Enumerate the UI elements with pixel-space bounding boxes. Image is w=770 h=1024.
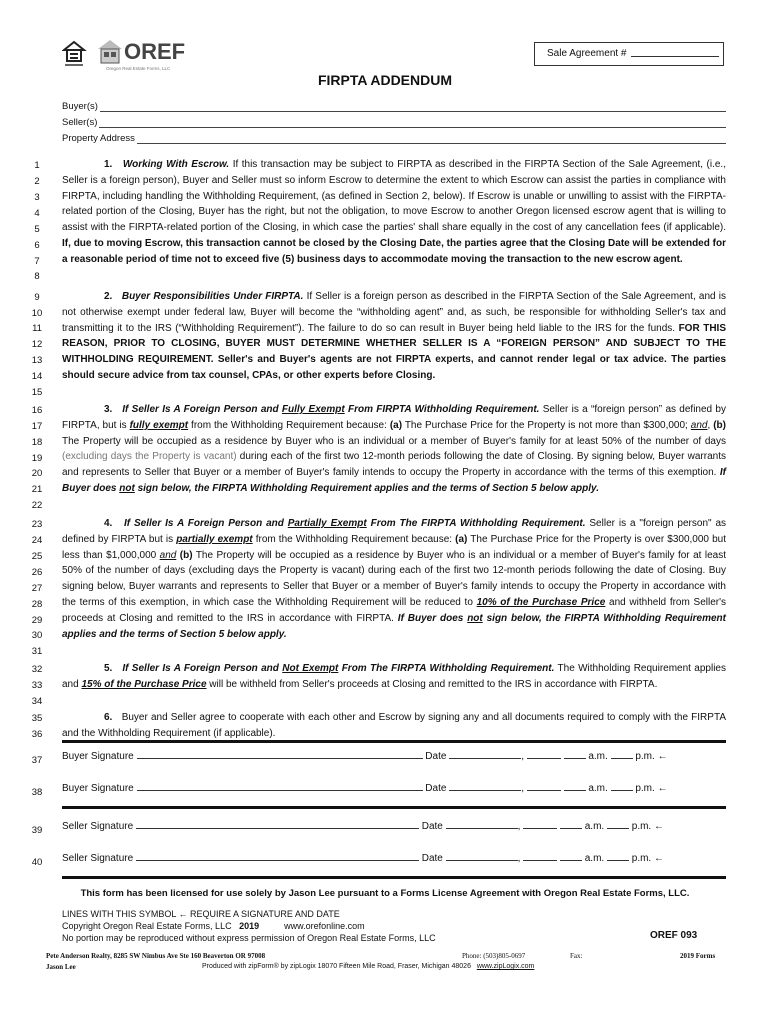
section-text: Seller is a "foreign person" as defined by FIRPTA but is <box>62 518 727 545</box>
date-field[interactable] <box>449 748 521 759</box>
item-b: (b) <box>179 549 193 561</box>
line-number: 31 <box>31 646 43 657</box>
section-heading-underlined: Partially Exempt <box>287 518 367 529</box>
and-emphasis: and <box>690 419 708 431</box>
section-text: Seller is a “foreign person” as defined by FIRPTA, but is <box>62 404 726 431</box>
fifteen-percent-emphasis: 15% of the Purchase Price <box>81 678 207 690</box>
date-field[interactable] <box>446 850 518 861</box>
logo-text: OREF <box>124 39 186 64</box>
am-field[interactable] <box>607 850 629 861</box>
office-info: Pete Anderson Realty, 8285 SW Nimbus Ave Ste 160 Beaverton OR 97008 <box>46 952 266 960</box>
seller-field[interactable] <box>99 117 726 128</box>
ziplogix-link[interactable]: www.zipLogix.com <box>476 963 535 970</box>
line-number: 32 <box>31 664 43 675</box>
logo-subtext: Oregon Real Estate Forms, LLC <box>106 66 171 71</box>
line-number: 6 <box>34 240 40 251</box>
line-number: 18 <box>31 437 43 448</box>
section-bold-text: FOR THIS REASON, PRIOR TO CLOSING, BUYER MUST DETERMINE WHETHER SELLER IS A “FOREIGN PERSON” AND SUBJECT TO THE WITHHOLDING REQUIREMENT. Seller's and Buyer's agents are not FIRPTA experts, and cannot render legal or tax advice. The parties should secure advice from tax counsel, CPAs, or other experts before Closing. <box>62 322 726 381</box>
license-notice: This form has been licensed for use solely by Jason Lee pursuant to a Forms License Agreement with Oregon Real Estate Forms, LLC. <box>80 888 690 899</box>
line-number: 14 <box>31 371 43 382</box>
signature-arrow-icon: ← <box>654 853 664 864</box>
section-heading-underlined: Fully Exempt <box>281 404 345 415</box>
line-number: 27 <box>31 583 43 594</box>
line-number: 29 <box>31 615 43 626</box>
year-field[interactable] <box>523 850 557 861</box>
line-number: 28 <box>31 599 43 610</box>
line-number: 5 <box>34 224 40 235</box>
seller-signature-label: Seller Signature <box>62 821 134 832</box>
sale-agreement-field[interactable] <box>631 43 719 57</box>
buyer-signature-label: Buyer Signature <box>62 751 134 762</box>
am-label: a.m. <box>588 783 608 794</box>
section-bold-italic: If Buyer does <box>62 467 726 494</box>
year-field[interactable] <box>527 748 561 759</box>
section-number: 3. <box>104 404 113 415</box>
copyright-year: 2019 <box>239 921 260 931</box>
signature-arrow-icon: ← <box>654 821 664 832</box>
buyer-signature-field[interactable] <box>137 780 423 791</box>
section-text: from the Withholding Requirement because: <box>252 533 456 545</box>
line-number: 4 <box>34 208 40 219</box>
ten-percent-emphasis: 10% of the Purchase Price <box>476 596 606 608</box>
date-field[interactable] <box>446 818 518 829</box>
line-number: 40 <box>31 857 43 868</box>
line-number: 15 <box>31 387 43 398</box>
property-label: Property Address <box>62 133 135 144</box>
date-label: Date <box>421 821 443 832</box>
buyer-row <box>62 98 726 112</box>
not-emphasis: not <box>467 612 483 624</box>
section-text: The Property will be occupied as a residence by Buyer who is an individual or a member of Buyer's family for at least 50% of the number of days (excluding days the Property is vacant) during each of the first two 12-month periods following the date of Closing. Buy signing below, Buyer warrants and represents to Seller that Buyer or a member of Buyer's family intends to occupy the Property in accordance with the terms of this exemption, in which case the Withholding Requirement will be reduced to <box>62 549 726 608</box>
oref-logo <box>62 36 192 76</box>
pm-label: p.m. <box>631 821 652 832</box>
section-text: and withheld from Seller's proceeds at Closing and remitted to the IRS in accordance with FIRPTA. <box>62 596 726 624</box>
property-row <box>62 130 726 144</box>
seller-signature-row: Seller Signature Date , a.m. p.m. ← <box>62 818 726 832</box>
time-field[interactable] <box>560 850 582 861</box>
section-bold-italic: If Buyer does <box>397 612 468 624</box>
sale-agreement-label: Sale Agreement # <box>547 48 627 59</box>
am-field[interactable] <box>607 818 629 829</box>
not-emphasis: not <box>119 482 135 494</box>
section-text: The Withholding Requirement applies and <box>62 663 726 690</box>
seller-signature-label: Seller Signature <box>62 853 134 864</box>
reproduction-notice: No portion may be reproduced without express permission of Oregon Real Estate Forms, LLC <box>62 933 436 943</box>
line-number: 30 <box>31 630 43 641</box>
buyer-signature-field[interactable] <box>137 748 423 759</box>
page-title: FIRPTA ADDENDUM <box>317 72 453 88</box>
agent-name: Jason Lee <box>46 963 76 971</box>
line-number: 8 <box>34 271 40 282</box>
phone-info: Phone: (503)805-0697 <box>462 952 526 960</box>
line-number: 2 <box>34 176 40 187</box>
seller-row <box>62 114 726 128</box>
section-heading-underlined: Not Exempt <box>282 663 339 674</box>
pm-label: p.m. <box>631 853 652 864</box>
pm-label: p.m. <box>635 783 655 794</box>
pm-label: p.m. <box>635 751 655 762</box>
seller-signature-field[interactable] <box>136 818 419 829</box>
partially-exempt-emphasis: partially exempt <box>176 533 253 545</box>
section-5 <box>62 661 726 693</box>
line-number: 1 <box>34 160 40 171</box>
date-label: Date <box>421 853 443 864</box>
symbol-note: LINES WITH THIS SYMBOL ← REQUIRE A SIGNATURE AND DATE <box>62 909 340 919</box>
date-label: Date <box>425 751 447 762</box>
section-bold-italic: sign below, the FIRPTA Withholding Requirement applies and the terms of Section 5 below apply. <box>134 482 600 494</box>
seller-signature-field[interactable] <box>136 850 419 861</box>
form-id: OREF 093 <box>650 930 698 941</box>
divider <box>62 876 726 879</box>
am-label: a.m. <box>588 751 608 762</box>
date-field[interactable] <box>449 780 521 791</box>
buyer-signature-label: Buyer Signature <box>62 783 134 794</box>
section-number: 6. <box>104 712 113 723</box>
fully-exempt-emphasis: fully exempt <box>129 419 189 431</box>
line-number: 17 <box>31 421 43 432</box>
section-bold-italic: sign below, the FIRPTA Withholding Requirement applies and the terms of Section 5 below apply. <box>62 612 727 640</box>
buyer-field[interactable] <box>100 101 726 112</box>
section-text: will be withheld from Seller's proceeds at Closing and remitted to the IRS in accordance with FIRPTA. <box>206 678 658 690</box>
line-number: 9 <box>34 292 40 303</box>
section-text: The Property will be occupied as a residence by Buyer who is an individual or a member of Buyer's family for at least 50% of the number of days <box>62 435 726 447</box>
line-number: 22 <box>31 500 43 511</box>
section-number: 4. <box>104 518 113 529</box>
item-b: (b) <box>713 419 726 431</box>
item-a: (a) <box>455 533 468 545</box>
am-label: a.m. <box>584 853 605 864</box>
time-field[interactable] <box>564 780 586 791</box>
sale-agreement-box <box>534 42 724 66</box>
am-field[interactable] <box>611 780 633 791</box>
line-number: 36 <box>31 729 43 740</box>
line-number: 10 <box>31 308 43 319</box>
seller-label: Seller(s) <box>62 117 98 128</box>
line-number: 23 <box>31 519 43 530</box>
section-text: Buyer and Seller agree to cooperate with each other and Escrow by signing any and all documents required to comply with the FIRPTA and the Withholding Requirement (if applicable). <box>62 712 726 739</box>
section-number: 1. <box>104 159 113 170</box>
section-text: If Seller is a foreign person as described in the FIRPTA Section of the Sale Agreement, and is not otherwise exempt under federal law, Buyer will become the “withholding agent” and, as such, be responsible for withholding Seller's tax and transmitting it to the IRS (“Withholding Requirement”). The failure to do so can result in Buyer being held liable to the IRS for the funds. <box>62 291 726 334</box>
section-heading: Buyer Responsibilities Under FIRPTA. <box>121 291 304 302</box>
section-heading-b: From FIRPTA Withholding Requirement. <box>344 404 540 415</box>
produced-text: Produced with zipForm® by zipLogix 18070 Fifteen Mile Road, Fraser, Michigan 48026 <box>202 963 471 970</box>
year-field[interactable] <box>527 780 561 791</box>
section-text: If this transaction may be subject to FIRPTA as described in the FIRPTA Section of the Sale Agreement, (i.e., Seller is a foreign person), Buyer and Seller must so inform Escrow to determine the extent to which Escrow can assist the parties in compliance with FIRPTA, including handling the Withholding Requirement, (as defined in Section 2, below). If Escrow is unable or unwilling to assist with the FIRPTA-related portion of the Closing, Buyer has the right, but not the obligation, to move Escrow to another Oregon licensed escrow agent that is willing to assist with the FIRPTA-related portion of the Closing, in which case the parties' shall share equally in the cost of any cancellation fees (if applicable). <box>62 159 726 234</box>
section-number: 5. <box>104 663 113 674</box>
am-field[interactable] <box>611 748 633 759</box>
line-number: 20 <box>31 468 43 479</box>
line-number: 39 <box>31 825 43 836</box>
and-emphasis: and <box>159 549 177 561</box>
line-number: 38 <box>31 787 43 798</box>
section-heading-a: If Seller Is A Foreign Person and <box>122 663 283 674</box>
property-address-field[interactable] <box>137 133 726 144</box>
forms-year: 2019 Forms <box>680 952 716 960</box>
line-number: 24 <box>31 535 43 546</box>
section-1 <box>62 157 726 268</box>
time-field[interactable] <box>560 818 582 829</box>
line-number: 34 <box>31 696 43 707</box>
line-number: 37 <box>31 755 43 766</box>
website-text: www.orefonline.com <box>284 921 365 931</box>
line-number: 19 <box>31 453 43 464</box>
section-heading-a: If Seller Is A Foreign Person and <box>124 518 288 529</box>
produced-by <box>202 963 534 970</box>
section-heading-b: From The FIRPTA Withholding Requirement. <box>366 518 586 529</box>
line-number: 16 <box>31 405 43 416</box>
seller-signature-row: Seller Signature Date , a.m. p.m. ← <box>62 850 726 864</box>
section-heading-b: From The FIRPTA Withholding Requirement. <box>338 663 555 674</box>
section-gray-text: (excluding days the Property is vacant) <box>62 451 237 463</box>
year-field[interactable] <box>523 818 557 829</box>
fax-info: Fax: <box>570 952 583 960</box>
signature-arrow-icon: ← <box>657 783 668 794</box>
line-number: 21 <box>31 484 43 495</box>
time-field[interactable] <box>564 748 586 759</box>
copyright <box>62 921 365 931</box>
section-number: 2. <box>104 291 113 302</box>
line-number: 3 <box>34 192 40 203</box>
line-number: 7 <box>34 256 40 267</box>
section-heading: Working With Escrow. <box>122 159 230 170</box>
divider <box>62 806 726 809</box>
line-number: 13 <box>31 355 43 366</box>
buyer-label: Buyer(s) <box>62 101 98 112</box>
section-text: from the Withholding Requirement because: <box>188 419 390 431</box>
line-number: 35 <box>31 713 43 724</box>
buyer-signature-row: Buyer Signature Date , a.m. p.m. ← <box>62 780 726 794</box>
date-label: Date <box>425 783 447 794</box>
line-number: 26 <box>31 567 43 578</box>
section-6 <box>62 710 726 742</box>
section-heading-a: If Seller Is A Foreign Person and <box>122 404 282 415</box>
section-4 <box>62 516 726 642</box>
line-number: 11 <box>32 323 42 334</box>
section-3: 3. If Seller Is A Foreign Person and Fully Exempt From FIRPTA Withholding Requirement. Seller is a “foreign person” as defined by FIRPTA, but is fully exempt from the Withholding Requirement because: (a) The Purchase Price for the Property is not more than $300,000; and, (b) The Property will be occupied as a residence by Buyer who is an individual or a member of Buyer's family for at least 50% of the number of days (excluding days the Property is vacant) during each of the first two 12-month periods following the date of Closing. By signing below, Buyer warrants and represents to Seller that Buyer or a member of Buyer's family intends to occupy the Property in accordance with the terms of this exemption. If Buyer does not sign below, the FIRPTA Withholding Requirement applies and the terms of Section 5 below apply. <box>62 404 726 494</box>
item-a: (a) <box>389 419 403 431</box>
section-text: The Purchase Price for the Property is over $300,000 but less than $1,000,000 <box>62 533 726 561</box>
buyer-signature-row: Buyer Signature Date , a.m. p.m. ← <box>62 748 726 762</box>
signature-arrow-icon: ← <box>657 751 668 762</box>
section-bold-text: If, due to moving Escrow, this transaction cannot be closed by the Closing Date, the parties agree that the Closing Date will be extended for a reasonable period of time not to exceed five (5) business days to accommodate moving the transaction to the new escrow agent. <box>62 237 726 265</box>
section-2 <box>62 289 726 384</box>
line-number: 25 <box>31 551 43 562</box>
divider <box>62 740 726 743</box>
copyright-text: Copyright Oregon Real Estate Forms, LLC <box>62 921 232 931</box>
line-number: 33 <box>31 680 43 691</box>
line-number: 12 <box>31 339 43 350</box>
am-label: a.m. <box>584 821 605 832</box>
section-text: during each of the first two 12-month periods following the date of Closing. By signing below, Buyer warrants and represents to Seller that Buyer or a member of Buyer's family intends to occupy the Property in accordance with the terms of this exemption. <box>62 451 726 479</box>
section-text: The Purchase Price for the Property is not more than $300,000; <box>402 419 691 431</box>
